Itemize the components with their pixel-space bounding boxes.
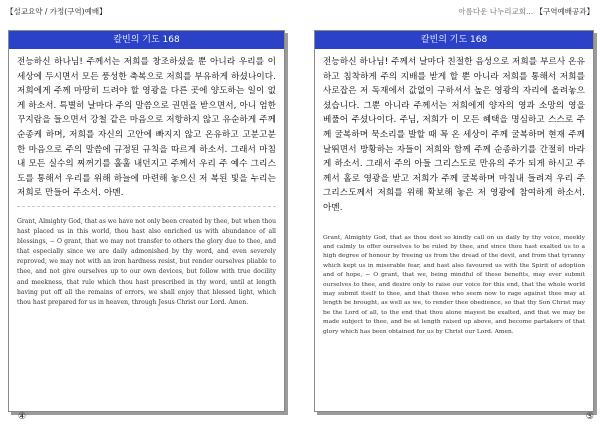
prayer-title: 칼빈의 기도 168: [9, 31, 284, 49]
korean-prayer-text: 전능하신 하나님! 주께서 날마다 친절한 음성으로 저희를 부르사 온유하고 침착하게 주의 지배를 받게 할 뿐 아니라 저희를 통해서 저희를 사로잡은 저 독재에서 값없이 구하셔서 높은 영광의 자리에 올려놓으셨습니다. 그뿐 아니라 주께서는 저희에게 양자의 영과 소망의 영을 베풀어 주셨나이다. 주님, 저희가 이 모든 혜택을 명심하고 스스로 주께 굴복하며 묵소리를 발할 때 꼭 온 세상이 주께 굴복하며 현재 주께 날뛰면서 방황하는 자들이 저희와 함께 주께 순종하기를 간절히 바라게 하소서. 그래서 주의 아들 그리스도로 만유의 주가 되게 하시고 주께서 홀로 영광을 받고 저희가 주께 굴복하며 마침내 들려져 우리 주 그리스도께서 저희를 위해 확보해 놓은 저 영광에 참여하게 하소서. 아멘.: [323, 57, 585, 213]
page-number: ④: [18, 412, 27, 422]
english-prayer-text: Grant, Almighty God, that as we have not only been created by thee, but when thou hast placed us in this world, thou hast also enriched us with abundance of all blessings, − O grant, that we may not transfer to others the glory due to thee, and that especially since we are daily admonished by thy word, and even severely reproved, we may not with an iron hardness resist, but render ourselves pliable to thee, and not give ourselves up to our own devices, but follow with true docility and meekness, that rule which thou hast prescribed in thy word, until at length having put off all the remains of errors, we shall enjoy that blessed light, which thou hast prepared for us in heaven, through Jesus Christ our Lord. Amen.: [17, 217, 276, 306]
prayer-card: [314, 30, 594, 412]
header-church-name: 아름다운 나누리교회...: [458, 7, 534, 16]
divider: [17, 206, 276, 207]
korean-prayer-text: 전능하신 하나님! 주께서는 저희를 창조하셨을 뿐 아니라 우리를 이 세상에 두시면서 모든 풍성한 축복으로 저희를 부유하게 하셨나이다. 저희에게 주께 마땅히 드려야 할 영광을 다른 곳에 양도하는 일이 없게 하소서. 특별히 날마다 주의 말씀으로 권면을 받으면서, 아니 엄한 꾸지람을 들으면서 강철 같은 마음으로 저항하지 않고 유순하게 주께 순종케 하며, 저희를 자신의 고안에 빠지지 않고 온유하고 고분고분한 마음으로 주의 말씀에 규정된 규칙을 따르게 하소서. 그래서 마침내 모든 실수의 찌꺼기를 훌훌 내던지고 주께서 우리 주 예수 그리스도를 통해서 우리를 위해 하늘에 마련해 놓으신 저 복된 빛을 누리는 저희로 만들어 주소서. 아멘.: [17, 57, 276, 199]
english-prayer-text: Grant, Almighty God, that as thou dost so kindly call on us daily by thy voice, meekly and calmly to offer ourselves to be ruled by thee, and since thou hast exalted us to a high degree of honour by freeing us from the dread of the devil, and from that tyranny which kept us in miserable fear, and hast also favoured us with the Spirit of adoption and of hope, − O grant, that we, being mindful of these benefits, may ever submit ourselves to thee, and desire only to raise our voice for this end, that the whole world may submit itself to thee, and that those who seem now to rage against thee may at length be brought, as well as we, to render thee obedience, so that thy Son Christ may be the Lord of all, to the end that thou alone mayest be exalted, and that we may be made subject to thee, and be at length raised up above, and become partakers of that glory which has been obtained for us by Christ our Lord. Amen.: [323, 234, 585, 335]
page-header: 【설교요약 / 가정(구역)예배】: [6, 7, 107, 16]
page-header: [458, 6, 594, 17]
right-page: [300, 0, 600, 424]
header-section: 【구역예배공과】: [535, 7, 594, 16]
page-number: ⑤: [585, 412, 594, 422]
prayer-card: [8, 30, 285, 412]
prayer-title: 칼빈의 기도 168: [315, 31, 593, 49]
